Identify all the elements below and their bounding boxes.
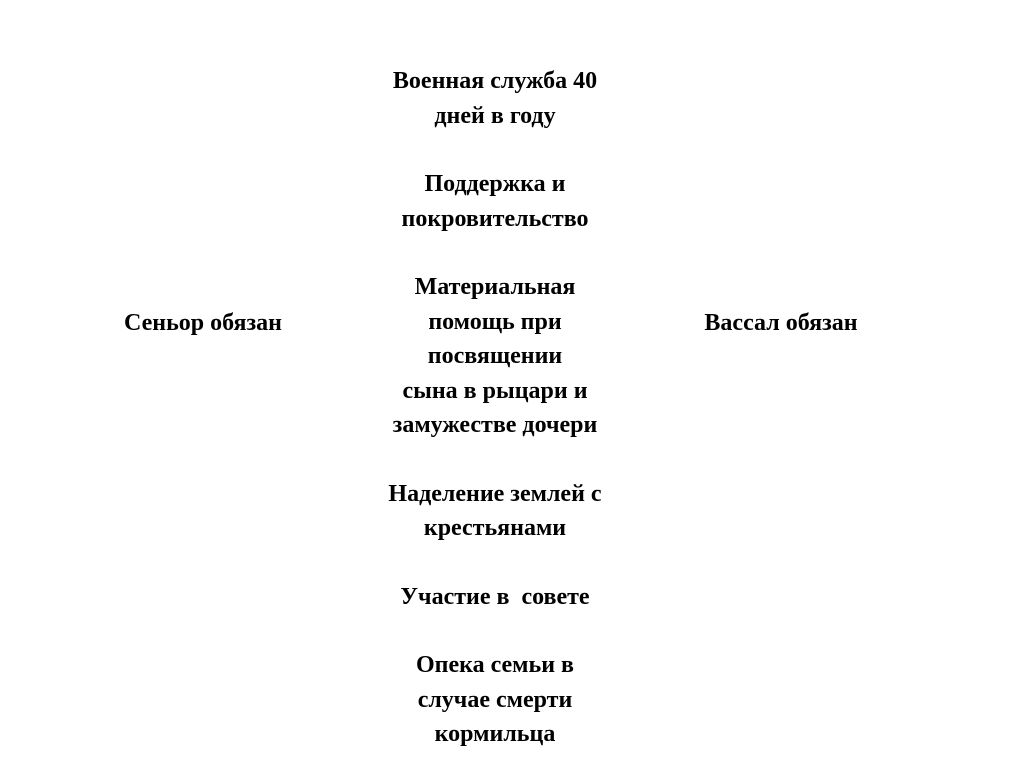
obligation-line: Опека семьи в [415,652,575,678]
obligation-material-aid [340,270,650,443]
obligation-land-grant [340,477,650,546]
obligation-line: крестьянами [423,515,567,541]
obligation-line: Поддержка и [424,171,566,197]
obligation-line: кормильца [434,721,556,747]
obligation-line: Участие в совете [400,583,590,610]
obligation-line: посвящении [427,343,563,369]
obligation-military-service [340,64,650,133]
obligation-line: помощь при [428,308,562,335]
obligation-line: замужестве дочери [392,412,598,438]
obligation-council-participation [340,580,650,615]
obligation-family-guardianship [340,648,650,752]
obligation-line: покровительство [401,205,589,232]
obligation-line: дней в году [434,102,556,129]
obligations-list [340,64,650,752]
vassal-obligations-label: Вассал обязан [704,310,858,336]
senior-obligations-label: Сеньор обязан [123,310,282,336]
obligation-line: Военная служба 40 [392,68,598,94]
obligation-line: сына в рыцари и [402,377,588,404]
obligation-line: случае смерти [417,686,573,713]
obligation-line: Материальная [414,274,576,300]
obligation-support-protection [340,167,650,236]
obligation-line: Наделение землей с [388,480,602,507]
